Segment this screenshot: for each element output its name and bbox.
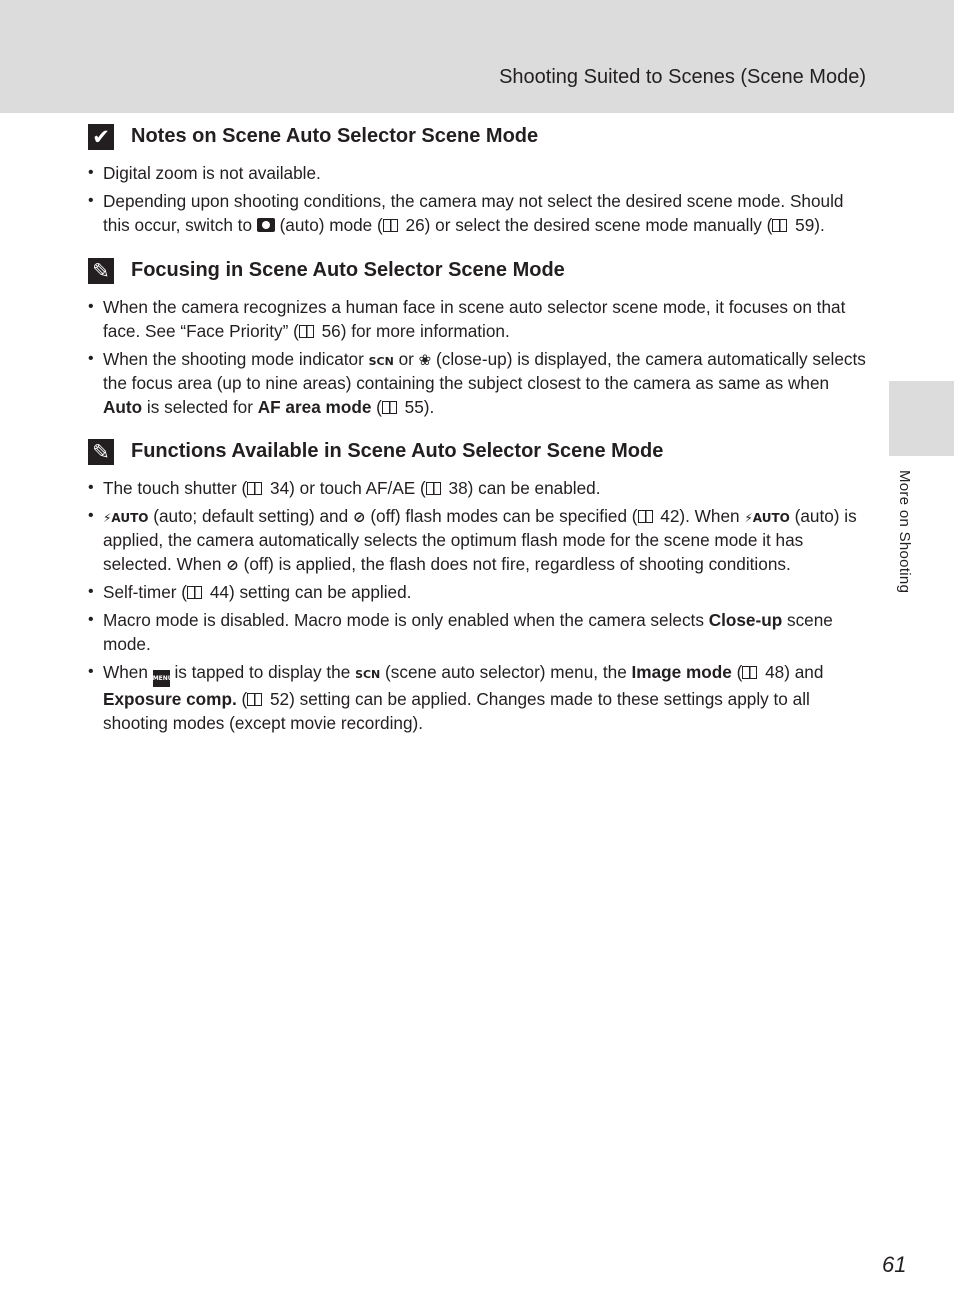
scene-auto-selector-icon: SCN [355, 668, 381, 681]
bullet-list [88, 476, 868, 735]
chapter-tab [889, 381, 954, 456]
section-focusing [88, 255, 868, 423]
section-functions [88, 436, 868, 739]
flash-auto-icon: ⚡AUTO [103, 511, 149, 525]
page-number: 61 [882, 1252, 907, 1277]
checkmark-icon: ✔ [88, 124, 114, 150]
list-item: • The touch shutter ( 34) or touch AF/AE ( 38) can be enabled. [88, 476, 868, 500]
book-reference-icon [299, 325, 314, 338]
section-heading [88, 255, 868, 289]
book-reference-icon [247, 693, 262, 706]
list-item: • ⚡AUTO (auto; default setting) and ⊘ (off) flash modes can be specified ( 42). When ⚡AUTO (auto) is applied, the camera automatically selects the optimum flash mode for the scene mode it has selected. When ⊘ (off) is applied, the flash does not fire, regardless of shooting conditions. [88, 504, 868, 576]
section-title: Focusing in Scene Auto Selector Scene Mode [131, 259, 565, 281]
list-item: • When the shooting mode indicator SCN or ❀ (close-up) is displayed, the camera automatically selects the focus area (up to nine areas) containing the subject closest to the camera as same as when Auto is selected for AF area mode ( 55). [88, 347, 868, 419]
book-reference-icon [772, 219, 787, 232]
section-notes [88, 121, 868, 241]
section-heading [88, 121, 868, 155]
list-item: • Self-timer ( 44) setting can be applied. [88, 580, 868, 604]
closeup-icon: ❀ [418, 351, 432, 369]
pencil-icon: ✎ [88, 258, 114, 284]
header-band [0, 0, 954, 113]
list-item: • Digital zoom is not available. [88, 161, 868, 185]
book-reference-icon [638, 510, 653, 523]
book-reference-icon [247, 482, 262, 495]
book-reference-icon [383, 219, 398, 232]
chapter-tab-label: More on Shooting [896, 470, 913, 594]
bullet-list [88, 161, 868, 237]
list-item: • Depending upon shooting conditions, the camera may not select the desired scene mode. Should this occur, switch to (auto) mode ( 26) or select the desired scene mode manually ( 59). [88, 189, 868, 237]
book-reference-icon [187, 586, 202, 599]
scene-auto-selector-icon: SCN [368, 355, 394, 368]
pencil-icon: ✎ [88, 439, 114, 465]
list-item: • When MENU is tapped to display the SCN (scene auto selector) menu, the Image mode ( 48) and Exposure comp. ( 52) setting can be applied. Changes made to these settings apply to all shooting modes (except movie recording). [88, 660, 868, 735]
flash-off-icon: ⊘ [226, 556, 239, 574]
list-item: • Macro mode is disabled. Macro mode is only enabled when the camera selects Close-up scene mode. [88, 608, 868, 656]
camera-auto-mode-icon [257, 218, 275, 232]
bullet-list [88, 295, 868, 419]
section-heading [88, 436, 868, 470]
section-title: Notes on Scene Auto Selector Scene Mode [131, 125, 539, 147]
section-title: Functions Available in Scene Auto Selector Scene Mode [131, 440, 664, 462]
book-reference-icon [382, 401, 397, 414]
book-reference-icon [742, 666, 757, 679]
menu-icon: MENU [153, 670, 170, 687]
list-item: • When the camera recognizes a human face in scene auto selector scene mode, it focuses on that face. See “Face Priority” ( 56) for more information. [88, 295, 868, 343]
flash-auto-icon: ⚡AUTO [744, 511, 790, 525]
running-header-title: Shooting Suited to Scenes (Scene Mode) [499, 66, 866, 88]
book-reference-icon [426, 482, 441, 495]
flash-off-icon: ⊘ [352, 508, 366, 526]
